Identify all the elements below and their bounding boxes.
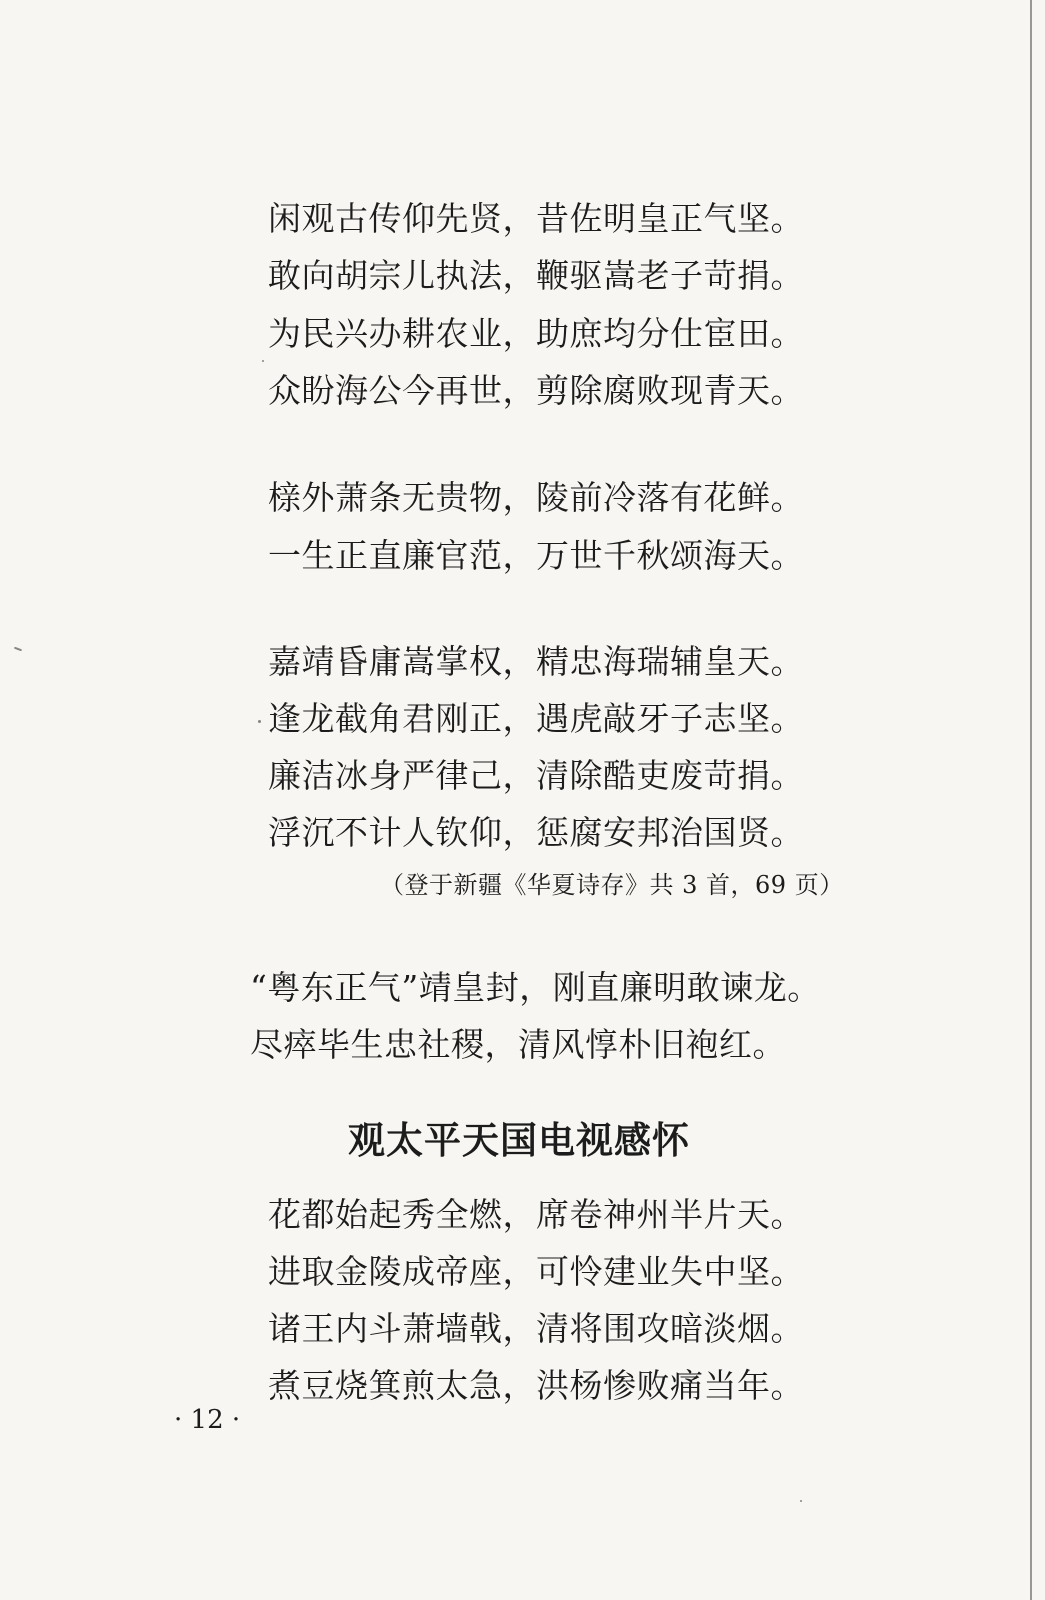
poem-line: 敢向胡宗儿执法，鞭驱嵩老子苛捐。: [268, 256, 804, 295]
page-number: · 12 ·: [174, 1405, 241, 1435]
scan-speck: [800, 1500, 802, 1502]
poem-line: 尽瘁毕生忠社稷，清风惇朴旧袍红。: [250, 1025, 786, 1064]
poem-line: 煮豆烧箕煎太急，洪杨惨败痛当年。: [268, 1366, 804, 1405]
poem-line: 一生正直廉官范，万世千秋颂海天。: [268, 536, 804, 575]
poem-line: 为民兴办耕农业，助庶均分仕宦田。: [268, 314, 804, 353]
poem-line: 进取金陵成帝座，可怜建业失中坚。: [268, 1252, 804, 1291]
poem-line: “粤东正气”靖皇封，刚直廉明敢谏龙。: [250, 968, 821, 1007]
scan-speck: [262, 360, 264, 362]
poem-line: 逢龙截角君刚正，遇虎敲牙子志坚。: [268, 699, 804, 738]
binding-edge: [1030, 0, 1032, 1600]
publication-note: （登于新疆《华夏诗存》共 3 首，69 页）: [380, 871, 844, 899]
poem-line: 众盼海公今再世，剪除腐败现青天。: [268, 371, 804, 410]
scan-speck: [14, 647, 22, 652]
section-title: 观太平天国电视感怀: [348, 1119, 690, 1162]
poem-line: 廉洁冰身严律己，清除酷吏废苛捐。: [268, 756, 804, 795]
poem-line: 诸王内斗萧墙戟，清将围攻暗淡烟。: [268, 1309, 804, 1348]
poem-line: 花都始起秀全燃，席卷神州半片天。: [268, 1195, 804, 1234]
poem-line: 嘉靖昏庸嵩掌权，精忠海瑞辅皇天。: [268, 642, 804, 681]
poem-line: 榇外萧条无贵物，陵前冷落有花鲜。: [268, 478, 804, 517]
poem-line: 浮沉不计人钦仰，惩腐安邦治国贤。: [268, 813, 804, 852]
poem-line: 闲观古传仰先贤，昔佐明皇正气坚。: [268, 199, 804, 238]
scan-speck: [258, 720, 261, 723]
